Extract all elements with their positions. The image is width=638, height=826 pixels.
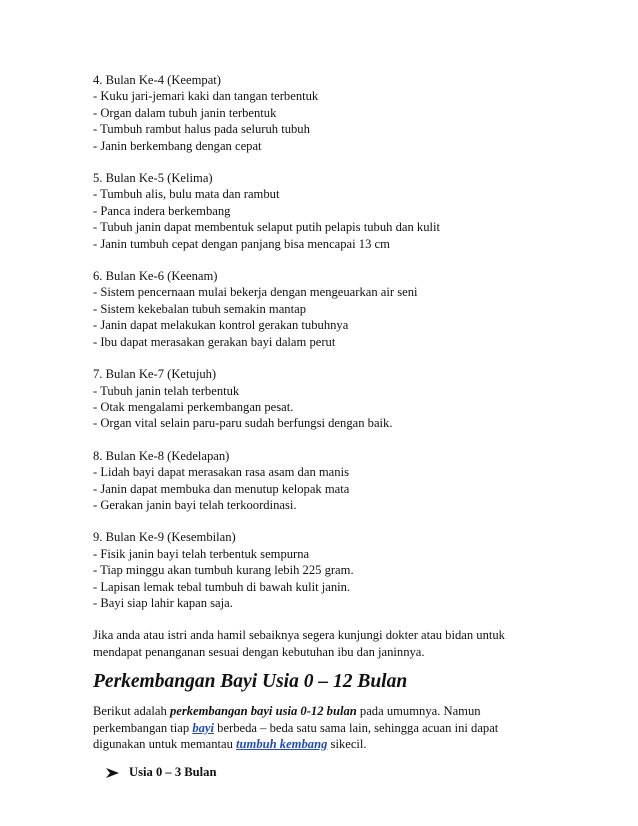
list-item: - Bayi siap lahir kapan saja. (93, 595, 233, 610)
list-item: - Gerakan janin bayi telah terkoordinasi. (93, 497, 297, 512)
intro-line-2 (93, 720, 573, 736)
section-title: 8. Bulan Ke-8 (Kedelapan) (93, 448, 230, 463)
intro-text: digunakan untuk memantau (93, 737, 237, 751)
list-item: - Janin berkembang dengan cepat (93, 138, 262, 153)
list-item: - Tumbuh rambut halus pada seluruh tubuh (93, 122, 310, 137)
intro-text: berbeda – beda satu sama lain, sehingga acuan ini dapat (214, 720, 499, 735)
section-title: 6. Bulan Ke-6 (Keenam) (93, 269, 218, 284)
month-section-4 (93, 72, 573, 154)
section-title: 4. Bulan Ke-4 (Keempat) (93, 73, 221, 87)
list-item: - Sistem kekebalan tubuh semakin mantap (93, 301, 306, 316)
list-item: - Panca indera berkembang (93, 203, 231, 218)
advice-line: mendapat penanganan sesuai dengan kebutuhan ibu dan janinnya. (93, 644, 425, 659)
intro-emphasis: perkembangan bayi usia 0-12 bulan (169, 704, 357, 719)
month-section-8 (93, 448, 573, 514)
list-item: - Kuku jari-jemari kaki dan tangan terbentuk (93, 89, 319, 104)
arrowhead-bullet-icon (105, 767, 121, 779)
month-section-7 (93, 366, 573, 432)
bullet-label: Usia 0 – 3 Bulan (129, 765, 217, 780)
list-item: - Tubuh janin telah terbentuk (93, 383, 240, 398)
intro-text: sikecil. (327, 737, 367, 751)
list-item: - Otak mengalami perkembangan pesat. (93, 399, 294, 414)
list-item: - Janin dapat membuka dan menutup kelopak mata (93, 481, 350, 496)
list-item: - Tiap minggu akan tumbuh kurang lebih 225 gram. (93, 563, 354, 578)
list-item: - Tumbuh alis, bulu mata dan rambut (93, 187, 280, 202)
list-item: - Tubuh janin dapat membentuk selaput putih pelapis tubuh dan kulit (93, 220, 440, 235)
list-item: - Lapisan lemak tebal tumbuh di bawah kulit janin. (93, 579, 351, 594)
list-item: - Janin tumbuh cepat dengan panjang bisa mencapai 13 cm (93, 236, 390, 251)
advice-paragraph (93, 627, 573, 660)
month-section-9 (93, 529, 573, 611)
section-heading: Perkembangan Bayi Usia 0 – 12 Bulan (93, 671, 408, 693)
list-item: - Janin dapat melakukan kontrol gerakan tubuhnya (93, 318, 349, 333)
list-item: - Organ vital selain paru-paru sudah berfungsi dengan baik. (93, 416, 393, 431)
list-item: - Fisik janin bayi telah terbentuk sempurna (93, 546, 310, 561)
intro-text: perkembangan tiap (93, 720, 193, 735)
list-item: - Lidah bayi dapat merasakan rasa asam dan manis (93, 465, 349, 480)
bullet-item (105, 764, 573, 780)
month-section-6 (93, 268, 573, 350)
list-item: - Organ dalam tubuh janin terbentuk (93, 105, 277, 120)
intro-line-3 (93, 736, 573, 752)
intro-text: pada umumnya. Namun (356, 704, 481, 719)
section-title: 9. Bulan Ke-9 (Kesembilan) (93, 530, 236, 545)
list-item: - Ibu dapat merasakan gerakan bayi dalam perut (93, 334, 336, 349)
advice-line: Jika anda atau istri anda hamil sebaiknya segera kunjungi dokter atau bidan untuk (93, 628, 505, 643)
tumbuh-kembang-link[interactable]: tumbuh kembang (236, 737, 328, 751)
intro-paragraph (93, 703, 573, 752)
list-item: - Sistem pencernaan mulai bekerja dengan mengeuarkan air seni (93, 285, 418, 300)
intro-text: Berikut adalah (93, 704, 170, 719)
section-title: 5. Bulan Ke-5 (Kelima) (93, 171, 213, 186)
bayi-link[interactable]: bayi (192, 720, 214, 735)
month-section-5 (93, 170, 573, 252)
document-page (93, 72, 573, 781)
section-title: 7. Bulan Ke-7 (Ketujuh) (93, 367, 217, 382)
intro-line-1 (93, 703, 573, 719)
